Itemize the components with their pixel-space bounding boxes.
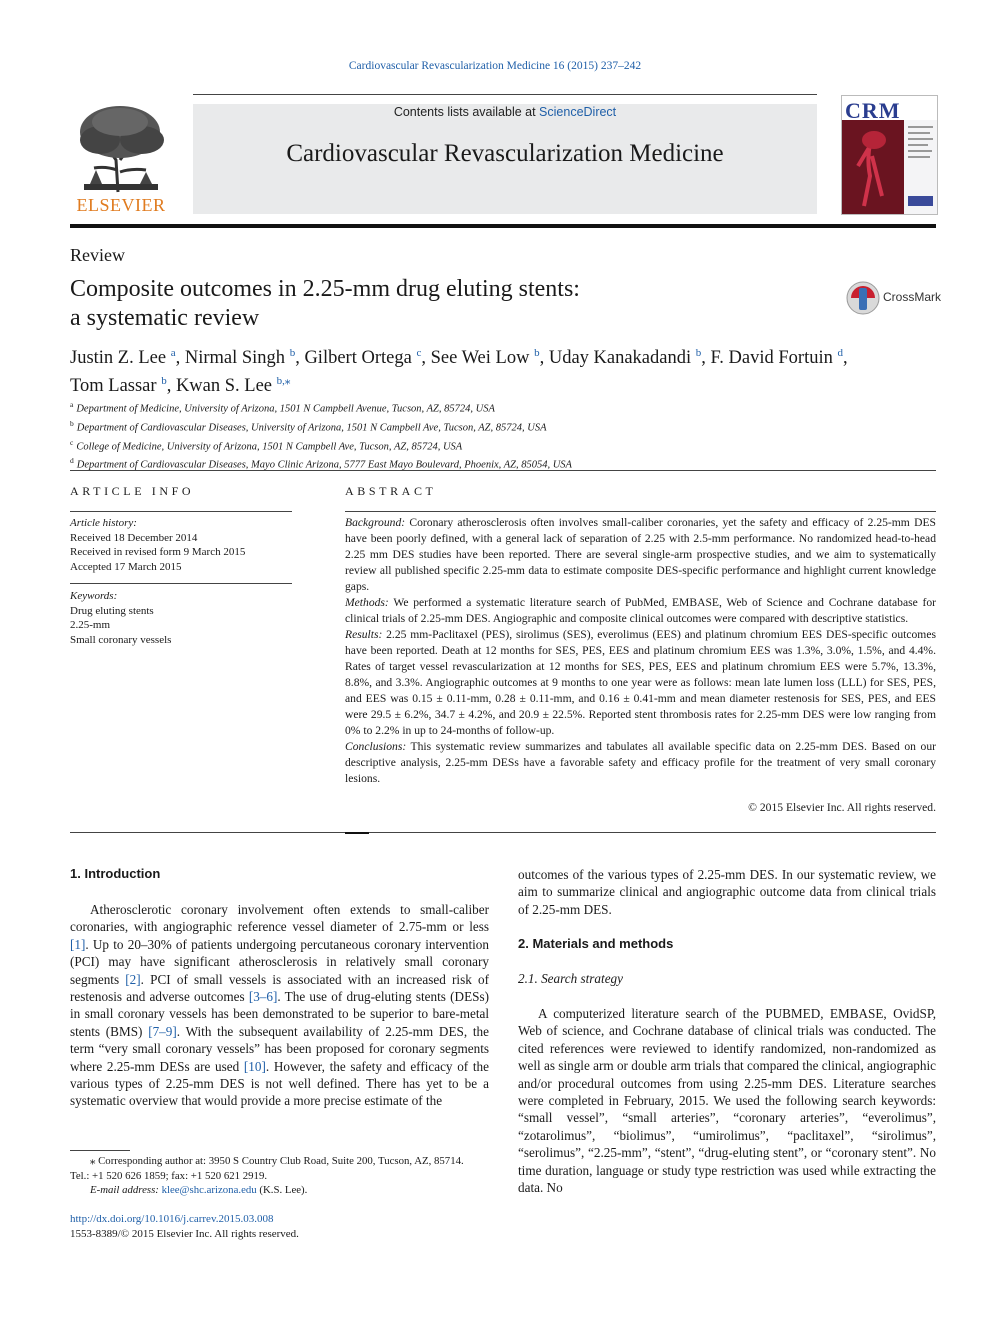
abstract-body — [345, 515, 936, 787]
journal-cover-thumbnail[interactable] — [841, 95, 938, 215]
author-affiliation-marker[interactable]: b — [534, 347, 540, 359]
abstract-results — [345, 627, 936, 739]
sciencedirect-link[interactable]: ScienceDirect — [539, 105, 617, 119]
article-history-label: Article history: — [70, 517, 137, 529]
section-divider — [70, 832, 936, 833]
reference-link[interactable]: [7–9] — [148, 1023, 177, 1039]
affiliation-list — [70, 398, 936, 473]
email-link[interactable]: klee@shc.arizona.edu — [161, 1184, 257, 1196]
author-list: Justin Z. Lee $^a$, Nirmal Singh $^b$, Gilbert Ortega $^c$, See Wei Low $^b$, Uday Kanakadandi $^b$, F. David Fortuin $^d$, Tom Lassar $^b$, Kwan S. Lee $^{b,⁎}$ — [70, 347, 848, 397]
introduction-heading: 1. Introduction — [70, 866, 161, 881]
search-strategy-paragraph — [518, 1005, 936, 1196]
keywords-label: Keywords: — [70, 590, 118, 602]
crossmark-label: CrossMark — [883, 290, 942, 304]
accepted-date: Accepted 17 March 2015 — [70, 560, 182, 573]
intro-text: . Up to 20–30% of patients undergoing percutaneous coronary intervention (PCI) may have significant atherosclerosis in relatively small coronary segments — [70, 936, 489, 987]
abstract-results-label: Results: — [345, 628, 383, 641]
received-date: Received 18 December 2014 — [70, 531, 198, 544]
affiliation-marker: a — [70, 400, 74, 409]
footnotes — [70, 1154, 489, 1198]
issn-line: 1553-8389/© 2015 Elsevier Inc. All rights reserved. — [70, 1228, 299, 1240]
abstract-results-text: 2.25 mm-Paclitaxel (PES), sirolimus (SES), everolimus (EES) and platinum chromium EES DES-specific outcomes have been reported. Death at 12 months for SES, PES, EES and platinum chromium EES was 1.3%, 3.0%, 1.5%, and 4.4%. Rates of target vessel revascularization at 12 months for SES, PES, EES and platinum chromium EES were 5.7%, 13.3%, 8.8%, and 3.3%. Angiographic outcomes at 9 months to one year were as follows: mean late lumen loss (LLL) for SES, PES, and EES was 0.15 ± 0.11-mm, 0.28 ± 0.11-mm, and 0.16 ± 0.41-mm and mean diameter restenosis for SES, PES, and EES were 29.5 ± 6.2%, 34.7 ± 4.2%, and 20.9 ± 22.5%. Reported stent thrombosis rates for 2.25-mm DES were low ranging from 0% to 2.2% in up to 24-months of follow-up. — [345, 628, 936, 737]
abstract-heading: ABSTRACT — [345, 484, 437, 498]
affiliation-item — [70, 417, 936, 436]
crossmark-badge[interactable] — [845, 280, 940, 316]
intro-text: . However, the safety and efficacy of the various types of 2.25-mm DES is not well defined. There has yet to be a systematic overview that would provide a more precise estimate of the — [70, 1058, 489, 1109]
contents-availability-line — [193, 105, 817, 119]
author-name[interactable]: Uday Kanakadandi — [548, 348, 692, 369]
methods-heading: 2. Materials and methods — [518, 936, 674, 951]
introduction-paragraph — [70, 901, 489, 1110]
corresponding-author-contact: Tel.: +1 520 626 1859; fax: +1 520 621 2919. — [70, 1169, 268, 1182]
journal-citation-link[interactable]: Cardiovascular Revascularization Medicine 16 (2015) 237–242 — [348, 60, 642, 72]
author-affiliation-marker[interactable]: c — [416, 347, 422, 359]
intro-text: . With the subsequent availability of 2.25-mm DES, the term “very small coronary vessels” has been proposed for coronary segments where 2.25-mm DESs are used — [70, 1023, 489, 1074]
keyword-item: Small coronary vessels — [70, 633, 172, 646]
keywords-block — [70, 589, 292, 647]
article-info-heading: ARTICLE INFO — [70, 484, 195, 498]
intro-text: . The use of drug-eluting stents (DESs) in small coronary vessels has been demonstrated to be superior to bare-metal stents (BMS) — [70, 989, 489, 1039]
article-type: Review — [70, 245, 125, 265]
intro-text: Atherosclerotic coronary involvement often extends to small-caliber coronaries, with angiographic reference vessel diameter of 2.75-mm or less — [70, 902, 489, 935]
cover-title-text: CRM — [845, 98, 901, 123]
abstract-methods-label: Methods: — [345, 596, 389, 609]
abstract-background-label: Background: — [345, 516, 406, 529]
crossmark-icon — [845, 280, 881, 316]
abstract-conclusions-text: This systematic review summarizes and tabulates all available specific data on 2.25-mm DES. Based on our descriptive analysis, 2.25-mm DESs have a favorable safety and efficacy profile for the treatment of very small coronary lesions. — [345, 740, 936, 785]
email-label: E-mail address: — [90, 1184, 159, 1196]
affiliation-item — [70, 398, 936, 417]
affiliation-item — [70, 436, 936, 455]
intro-text: . PCI of small vessels is associated with an increased risk of restenosis and adverse outcomes — [70, 971, 489, 1005]
abstract-background — [345, 515, 936, 595]
author-affiliation-marker[interactable]: b — [289, 347, 296, 359]
affiliation-text: College of Medicine, University of Arizona, 1501 N Campbell Ave, Tucson, AZ, 85724, USA — [76, 441, 463, 453]
article-history — [70, 516, 292, 574]
reference-link[interactable]: [2] — [125, 971, 141, 987]
abstract-copyright: © 2015 Elsevier Inc. All rights reserved. — [748, 801, 936, 814]
footnote-divider — [70, 1150, 130, 1151]
author-affiliation-marker[interactable]: b — [161, 375, 167, 388]
author-affiliation-marker[interactable]: b — [695, 347, 702, 359]
abstract-methods-text: We performed a systematic literature search of PubMed, EMBASE, Web of Science and Cochrane database for clinical trials of 2.25-mm DES. Angiographic and composite clinical outcomes were compared with descriptive statistics. — [345, 596, 936, 625]
author-affiliation-marker[interactable]: a — [170, 347, 176, 359]
affiliation-marker: d — [70, 456, 74, 466]
keyword-item: Drug eluting stents — [70, 604, 154, 617]
author-affiliation-marker[interactable]: b,⁎ — [276, 375, 291, 388]
author-name[interactable]: F. David Fortuin — [710, 348, 833, 369]
author-name[interactable]: See Wei Low — [430, 348, 530, 369]
author-name[interactable]: Nirmal Singh — [184, 348, 286, 369]
author-name[interactable]: Tom Lassar — [70, 376, 157, 397]
short-rule — [345, 832, 369, 834]
article-title-line-2: a systematic review — [70, 305, 260, 331]
affiliation-text: Department of Cardiovascular Diseases, Mayo Clinic Arizona, 5777 East Mayo Boulevard, Phoenix, AZ, 85054, USA — [76, 459, 572, 471]
affiliation-marker: c — [70, 437, 74, 447]
article-title-line-1: Composite outcomes in 2.25-mm drug eluting stents: — [70, 276, 580, 302]
author-name[interactable]: Kwan S. Lee — [175, 376, 273, 397]
affiliation-text: Department of Medicine, University of Arizona, 1501 N Campbell Avenue, Tucson, AZ, 85724, USA — [76, 403, 495, 415]
abstract-divider — [345, 511, 936, 512]
article-info-divider — [70, 511, 292, 512]
author-name[interactable]: Justin Z. Lee — [70, 348, 167, 369]
author-affiliation-marker[interactable]: d — [837, 347, 843, 359]
intro-continuation-text: outcomes of the various types of 2.25-mm DES. In our systematic review, we aim to summarize clinical and angiographic outcome data from clinical trials of 2.25-mm DES. — [518, 867, 936, 917]
abstract-conclusions-label: Conclusions: — [345, 740, 407, 753]
contents-prefix: Contents lists available at — [393, 105, 540, 119]
reference-link[interactable]: [3–6] — [248, 989, 278, 1005]
article-title — [70, 275, 770, 333]
search-strategy-heading: 2.1. Search strategy — [518, 971, 623, 986]
header-top-rule — [193, 94, 817, 95]
article-info-divider — [70, 583, 292, 584]
corresponding-author-note: ⁎ Corresponding author at: 3950 S Country Club Road, Suite 200, Tucson, AZ, 85714. — [90, 1155, 464, 1167]
header-bottom-rule — [70, 224, 936, 228]
reference-link[interactable]: [1] — [70, 936, 86, 952]
abstract-methods — [345, 595, 936, 627]
affiliation-marker: b — [70, 418, 74, 428]
keyword-item: 2.25-mm — [70, 619, 111, 631]
reference-link[interactable]: [10] — [243, 1058, 266, 1074]
search-strategy-text: A computerized literature search of the PUBMED, EMBASE, OvidSP, Web of science, and Cochrane database of clinical trials was conducted. The cited references were reviewed to identify randomized, non-randomized as well as single arm or double arm trials that compared the clinical, angiographic and/or procedural outcomes from using 2.25-mm DES. Literature searches were completed in February, 2015. We used the following search keywords: “small vessel”, “small arteries”, “coronary arteries”, “everolimus”, “zotarolimus”, “biolimus”, “umirolimus”, “paclitaxel”, “sirolimus”, “serolimus”, “2.25-mm”, “stent”, “drug-eluting stent”, or “coronary stent”. No time duration, language or study type restriction was used while extracting the data. No — [518, 1006, 936, 1196]
abstract-background-text: Coronary atherosclerosis often involves small-caliber coronaries, yet the safety and efficacy of 2.25-mm DES have been poorly defined, with a general lack of separation of 2.25 with 2.5-mm performance. No randomized head-to-head 2.25 mm DES studies have been reported. There are several single-arm prospective studies, and we aim to systematically review all published specific 2.25-mm data to estimate composite DES-specific performance and highlight current knowledge gaps. — [345, 516, 936, 593]
journal-title: Cardiovascular Revascularization Medicine — [286, 140, 724, 167]
email-line — [70, 1183, 489, 1198]
revised-date: Received in revised form 9 March 2015 — [70, 546, 246, 558]
doi-link[interactable]: http://dx.doi.org/10.1016/j.carrev.2015.03.008 — [70, 1213, 274, 1225]
introduction-continuation — [518, 866, 936, 918]
email-suffix: (K.S. Lee). — [256, 1184, 308, 1196]
elsevier-wordmark: ELSEVIER — [76, 195, 166, 215]
affiliation-text: Department of Cardiovascular Diseases, University of Arizona, 1501 N Campbell Ave, Tucson, AZ, 85724, USA — [76, 422, 547, 434]
section-divider — [70, 470, 936, 471]
abstract-conclusions — [345, 739, 936, 787]
author-name[interactable]: Gilbert Ortega — [304, 348, 412, 369]
